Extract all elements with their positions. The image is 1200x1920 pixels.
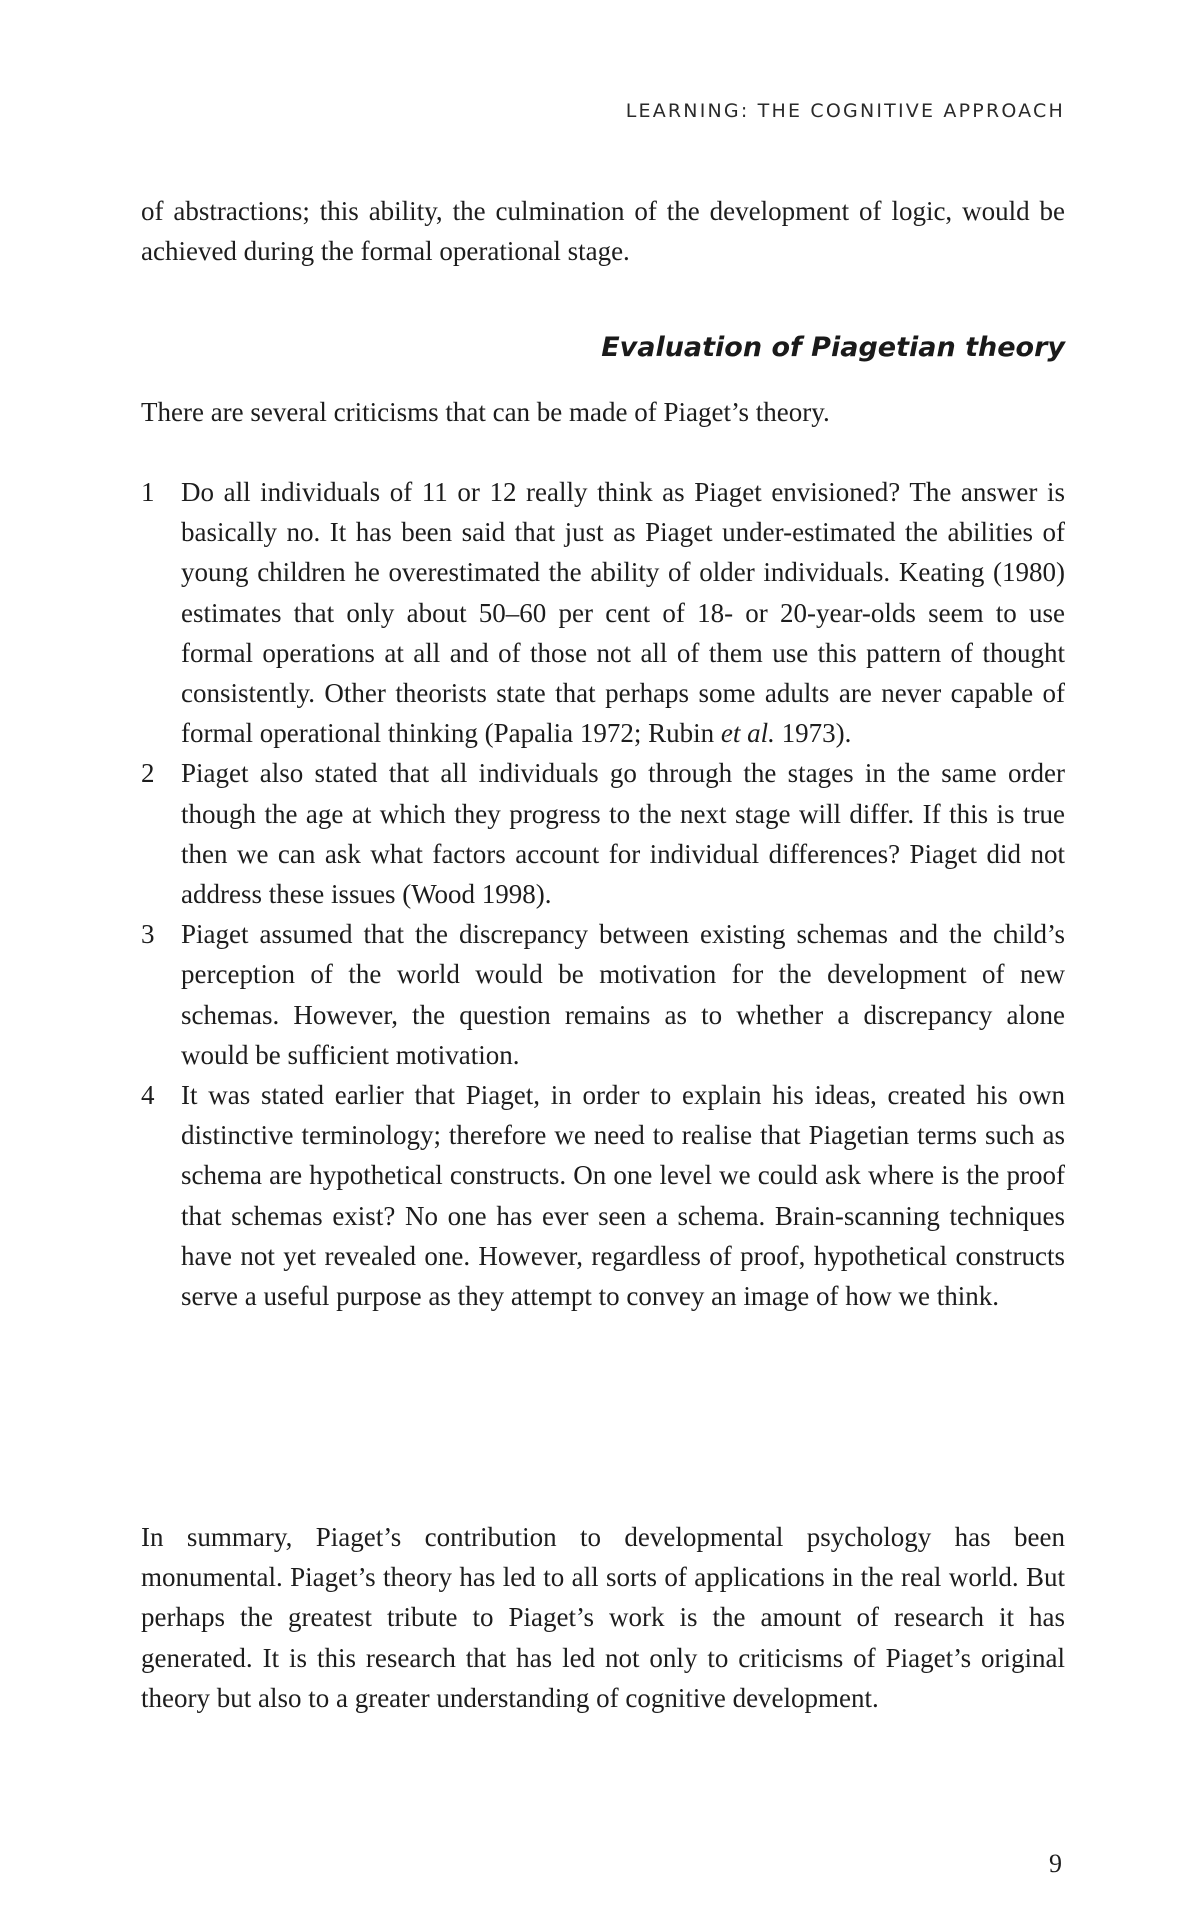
item-text-end: 1973). bbox=[774, 718, 852, 749]
list-item-1 bbox=[141, 472, 1065, 753]
list-number: 1 bbox=[141, 477, 155, 507]
list-number: 3 bbox=[141, 919, 155, 950]
page-number: 9 bbox=[1049, 1849, 1062, 1878]
item-text-italic: et al. bbox=[720, 718, 775, 749]
item-text-main: Do all individuals of 11 or 12 really think as Piaget envisioned? The answer is basically no. It has been said that just as Piaget under-estimated the abilities of young children he overestimated the ability of older individuals. Keating (1980) estimates that only about 50–60 per cent of 18- or 20-year-olds seem to use formal operations at all and of those not all of them use this pattern of thought consistently. Other theorists state that perhaps some adults are never capable of formal operational thinking (Papalia 1972; Rubin bbox=[181, 477, 1065, 749]
list-item-text: Piaget assumed that the discrepancy between existing schemas and the child’s perception of the world would be motivation for the development of new schemas. However, the question remains as to whether a discrepancy alone would be sufficient motivation. bbox=[181, 919, 1065, 1070]
continuation-paragraph: of abstractions; this ability, the culmination of the development of logic, would be achieved during the formal operational stage. bbox=[141, 196, 1065, 267]
list-number: 2 bbox=[141, 758, 155, 789]
summary-paragraph: In summary, Piaget’s contribution to developmental psychology has been monumental. Piaget’s theory has led to all sorts of applications in the real world. But perhaps the greatest tribute to Piaget’s work is the amount of research it has generated. It is this research that has led not only to criticisms of Piaget’s original theory but also to a greater understanding of cognitive development. bbox=[141, 1522, 1065, 1713]
list-item-4 bbox=[141, 1075, 1065, 1316]
section-heading: Evaluation of Piagetian theory bbox=[601, 332, 1065, 363]
list-item-2 bbox=[141, 753, 1065, 914]
list-number: 4 bbox=[141, 1080, 155, 1111]
list-item-3 bbox=[141, 914, 1065, 1075]
list-item-text: It was stated earlier that Piaget, in order to explain his ideas, created his own distinctive terminology; therefore we need to realise that Piagetian terms such as schema are hypothetical constructs. On one level we could ask where is the proof that schemas exist? No one has ever seen a schema. Brain-scanning techniques have not yet revealed one. However, regardless of proof, hypothetical constructs serve a useful purpose as they attempt to convey an image of how we think. bbox=[181, 1080, 1065, 1312]
list-item-text: Piaget also stated that all individuals go through the stages in the same order though the age at which they progress to the next stage will differ. If this is true then we can ask what factors account for individual differences? Piaget did not address these issues (Wood 1998). bbox=[181, 758, 1065, 910]
running-head: LEARNING: THE COGNITIVE APPROACH bbox=[625, 100, 1065, 122]
list-item-text bbox=[181, 477, 1065, 748]
criticisms-list bbox=[141, 472, 1065, 1316]
intro-paragraph: There are several criticisms that can be made of Piaget’s theory. bbox=[141, 397, 830, 427]
